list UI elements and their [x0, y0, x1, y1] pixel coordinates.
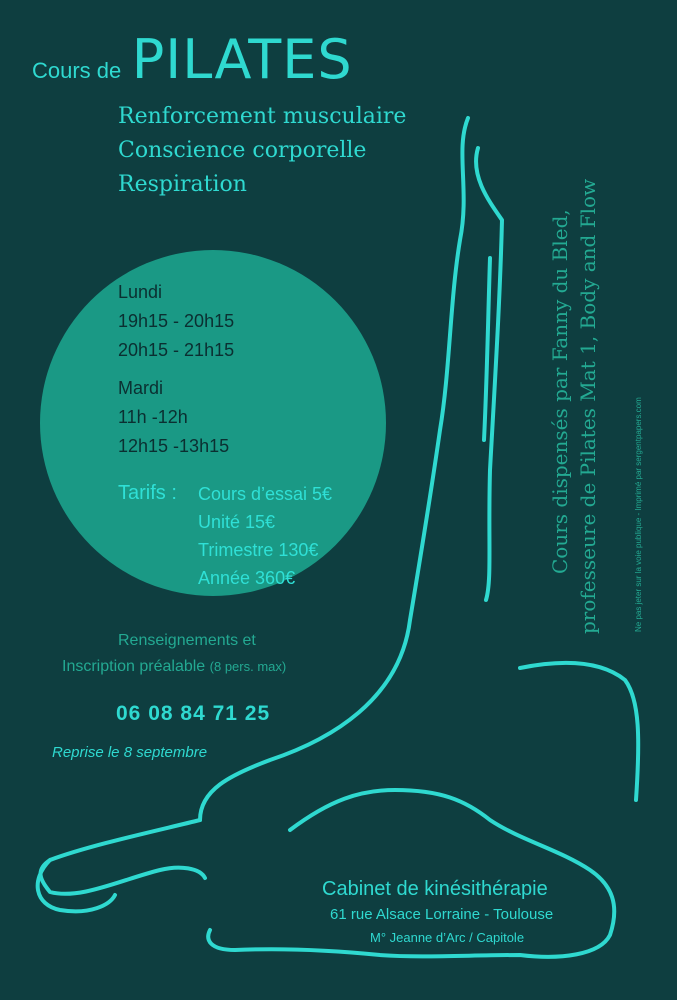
- info-registration: Inscription préalable: [62, 658, 206, 675]
- price-item: Trimestre 130€: [198, 540, 319, 560]
- pricing-label: Tarifs :: [118, 482, 177, 504]
- reprise-date: Reprise le 8 septembre: [52, 744, 208, 761]
- price-item: Cours d’essai 5€: [198, 484, 333, 504]
- title-block: [32, 28, 353, 91]
- figure-back-outline: [41, 820, 205, 894]
- info-capacity: (8 pers. max): [209, 659, 287, 674]
- page-title: PILATES: [131, 28, 353, 91]
- schedule-slot: 12h15 -13h15: [118, 436, 230, 456]
- schedule-day-mardi: Mardi: [118, 378, 164, 398]
- schedule-slot: 11h -12h: [118, 407, 188, 427]
- phone-number[interactable]: 06 08 84 71 25: [116, 702, 271, 725]
- figure-calf-line: [484, 258, 490, 440]
- subtitle-3: Respiration: [118, 172, 247, 197]
- info-line-2: [62, 658, 286, 676]
- price-item: Unité 15€: [198, 512, 276, 532]
- schedule-slot: 19h15 - 20h15: [118, 311, 235, 331]
- print-notice: Ne pas jeter sur la voie publique - Imprimé par sergentpapers.com: [634, 397, 643, 632]
- schedule-slot: 20h15 - 21h15: [118, 340, 235, 360]
- figure-arm-outline: [520, 663, 638, 800]
- cabinet-name: Cabinet de kinésithérapie: [322, 878, 548, 900]
- price-item: Année 360€: [198, 568, 296, 588]
- figure-leg-inner: [476, 148, 502, 600]
- subtitle-2: Conscience corporelle: [118, 138, 367, 163]
- subtitle-1: Renforcement musculaire: [118, 104, 407, 129]
- instructor-line-1: Cours dispensés par Fanny du Bled,: [548, 209, 572, 574]
- schedule-day-lundi: Lundi: [118, 282, 163, 302]
- title-prefix: Cours de: [32, 58, 122, 83]
- info-line-1: Renseignements et: [118, 632, 256, 649]
- cabinet-address: 61 rue Alsace Lorraine - Toulouse: [330, 906, 554, 923]
- metro-info: M° Jeanne d’Arc / Capitole: [370, 930, 525, 945]
- instructor-line-2: professeure de Pilates Mat 1, Body and Flow: [576, 178, 600, 634]
